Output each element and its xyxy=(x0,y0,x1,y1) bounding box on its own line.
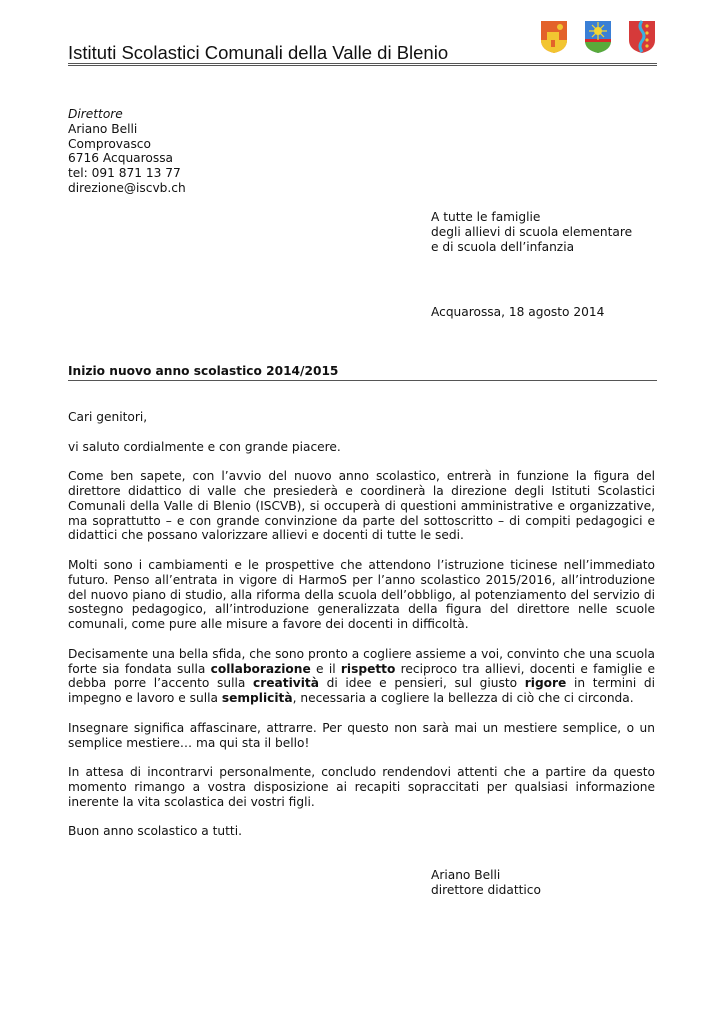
paragraph: Molti sono i cambiamenti e le prospettive che attendono l’istruzione ticinese nell’immediato futuro. Penso all’entrata in vigore di HarmoS per l’anno scolastico 2015/2016, all’introduzione del nuovo piano di studio, alla riforma della scuola dell’obbligo, al potenziamento del servizio di sostegno pedagogico, all’introduzione generalizzata della figura del direttore nelle scuole comunali, come pure alle misure a favore dei docenti in difficoltà. xyxy=(68,557,655,632)
text: , necessaria a cogliere la bellezza di ciò che ci circonda. xyxy=(292,691,634,706)
crest-sun-icon xyxy=(584,20,612,54)
paragraph: In attesa di incontrarvi personalmente, concludo rendendovi attenti che a partire da questo momento rimango a vostra disposizione ai recapiti sopraccitati per qualsiasi informazione inerente la vita scolastica dei vostri figli. xyxy=(68,765,655,809)
emphasis: semplicità xyxy=(221,691,293,706)
recipient-block xyxy=(431,210,632,254)
letter-date: Acquarossa, 18 agosto 2014 xyxy=(431,305,605,319)
letter-subject: Inizio nuovo anno scolastico 2014/2015 xyxy=(68,364,657,381)
paragraph xyxy=(68,647,655,706)
crest-tower-icon xyxy=(540,20,568,54)
signature-name: Ariano Belli xyxy=(431,868,501,882)
signature-block xyxy=(431,868,541,898)
header-divider xyxy=(68,63,657,66)
signature-title: direttore didattico xyxy=(431,882,541,897)
paragraph: Come ben sapete, con l’avvio del nuovo anno scolastico, entrerà in funzione la figura del direttore didattico di valle che presiederà e coordinerà la direzione degli Istituti Scolastici Comunali della Valle di Blenio (ISCVB), si occuperà di questioni amministrative e organizzative, ma soprattutto – e con grande convinzione da parte del sottoscritto – di compiti pedagogici e didattici che possano valorizzare allievi e docenti di tutte le sedi. xyxy=(68,469,655,543)
sender-city: 6716 Acquarossa xyxy=(68,151,174,166)
sender-block xyxy=(68,107,186,196)
recipient-line: A tutte le famiglie xyxy=(431,210,541,224)
text: Decisamente una bella sfida, che sono pronto a cogliere assieme a voi, convinto che una scuola forte sia fondata sulla xyxy=(68,646,655,676)
greeting: Cari genitori, xyxy=(68,410,148,424)
text: reciproco tra allievi, docenti e famiglie e debba porre l’accento sulla xyxy=(68,661,655,691)
sender-email: direzione@iscvb.ch xyxy=(68,180,186,195)
sender-tel: tel: 091 871 13 77 xyxy=(68,166,181,181)
recipient-line: degli allievi di scuola elementare xyxy=(431,224,633,239)
crests xyxy=(540,20,656,54)
text: di idee e pensieri, sul giusto xyxy=(318,676,525,691)
text: e il xyxy=(310,661,341,676)
crest-river-icon xyxy=(628,20,656,54)
sender-name: Ariano Belli xyxy=(68,121,138,136)
emphasis: creatività xyxy=(253,676,319,691)
emphasis: rispetto xyxy=(340,661,396,676)
header-title: Istituti Scolastici Comunali della Valle di Blenio xyxy=(68,42,449,63)
paragraph: Insegnare significa affascinare, attrarre. Per questo non sarà mai un mestiere semplice, o un semplice mestiere… ma qui sta il bello! xyxy=(68,720,655,750)
sender-role: Direttore xyxy=(68,107,123,121)
sender-street: Comprovasco xyxy=(68,136,151,151)
paragraph: vi saluto cordialmente e con grande piacere. xyxy=(68,439,341,454)
paragraph: Buon anno scolastico a tutti. xyxy=(68,824,242,839)
recipient-line: e di scuola dell’infanzia xyxy=(431,239,575,254)
text: in termini di impegno e lavoro e sulla xyxy=(68,676,656,706)
letter-body xyxy=(68,410,655,854)
emphasis: collaborazione xyxy=(210,661,311,676)
emphasis: rigore xyxy=(524,676,567,691)
